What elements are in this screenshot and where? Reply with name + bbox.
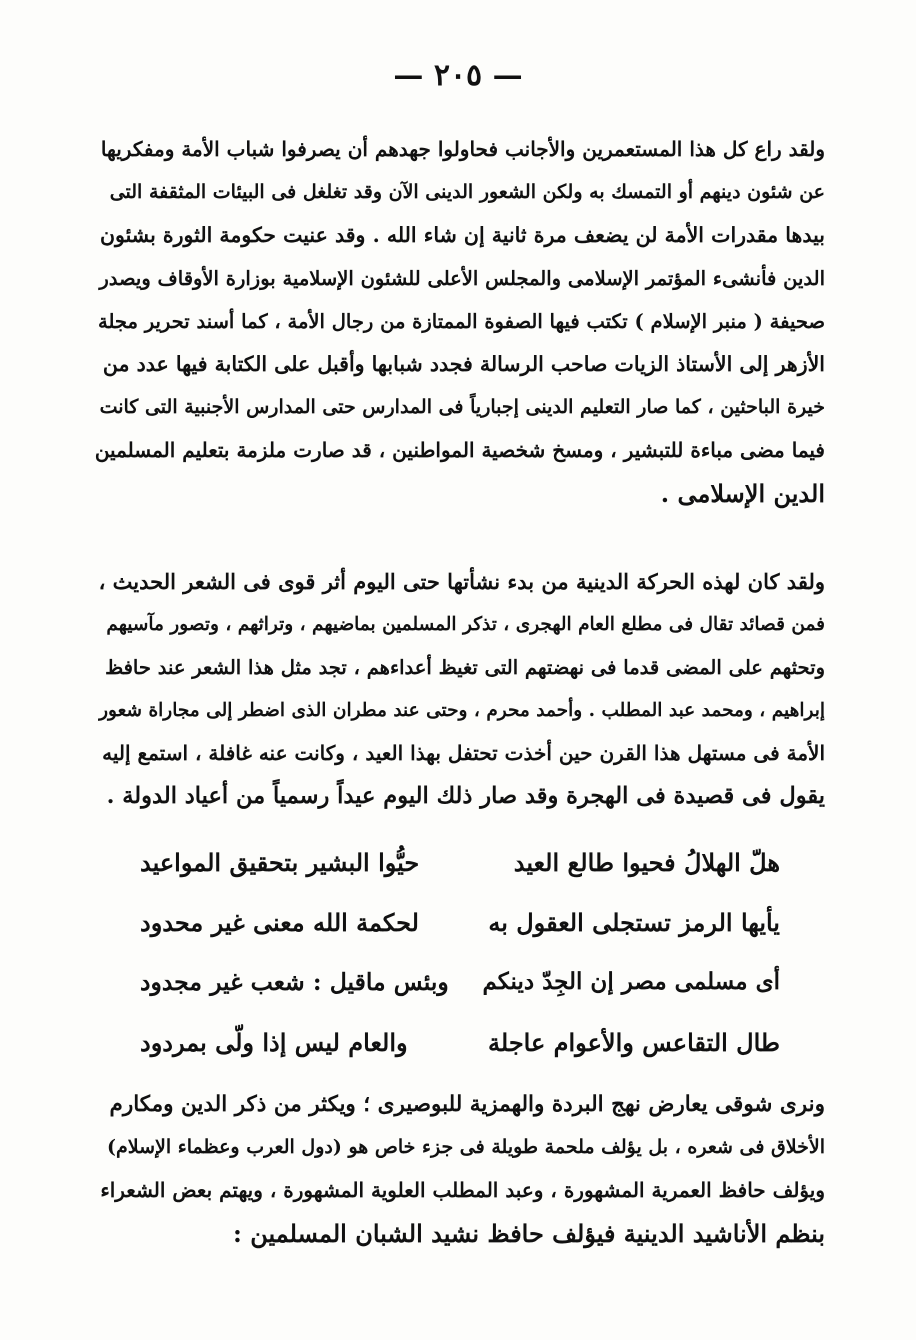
verse-second-hemistich: والعام ليس إذا ولّى بمردود bbox=[140, 1028, 408, 1057]
verse-first-hemistich: طال التقاعس والأعوام عاجلة bbox=[488, 1028, 780, 1057]
verse-second-hemistich: وبئس ماقيل : شعب غير مجدود bbox=[140, 968, 449, 996]
text-line: ونرى شوقى يعارض نهج البردة والهمزية للبوصيرى ؛ ويكثر من ذكر الدين ومكارم bbox=[109, 1092, 825, 1117]
text-line: الأخلاق فى شعره ، بل يؤلف ملحمة طويلة فى جزء خاص هو (دول العرب وعظماء الإسلام) bbox=[107, 1136, 825, 1158]
text-line: وتحثهم على المضى قدما فى نهضتهم التى تغيظ أعداءهم ، تجد مثل هذا الشعر عند حافظ bbox=[105, 656, 825, 679]
text-line: بنظم الأناشيد الدينية فيؤلف حافظ نشيد الشبان المسلمين : bbox=[233, 1219, 825, 1248]
poem-verse bbox=[140, 1028, 780, 1088]
text-line: بيدها مقدرات الأمة لن يضعف مرة ثانية إن شاء الله . وقد عنيت حكومة الثورة بشئون bbox=[99, 223, 825, 247]
text-line: ولقد كان لهذه الحركة الدينية من بدء نشأتها حتى اليوم أثر قوى فى الشعر الحديث ، bbox=[98, 569, 825, 594]
text-line: عن شئون دينهم أو التمسك به ولكن الشعور الدينى الآن وقد تغلغل فى البيئات المثقفة التى bbox=[109, 181, 825, 203]
text-line: إبراهيم ، ومحمد عبد المطلب . وأحمد محرم ، وحتى عند مطران الذى اضطر إلى مجاراة شعور bbox=[99, 700, 825, 721]
paragraph-3 bbox=[95, 1083, 825, 1255]
poem bbox=[140, 848, 780, 1088]
page-number: — ٢٠٥ — bbox=[393, 58, 523, 93]
poem-verse bbox=[140, 908, 780, 968]
text-line: الدين فأنشىء المؤتمر الإسلامى والمجلس الأعلى للشئون الإسلامية بوزارة الأوقاف ويصدر bbox=[99, 267, 825, 290]
text-line: فمن قصائد تقال فى مطلع العام الهجرى ، تذكر المسلمين بماضيهم ، وتراثهم ، وتصور مآسيهم bbox=[106, 614, 825, 635]
text-line: الدين الإسلامى . bbox=[660, 479, 825, 508]
text-line: صحيفة ( منبر الإسلام ) تكتب فيها الصفوة الممتازة من رجال الأمة ، كما أسند تحرير مجلة bbox=[97, 310, 825, 333]
text-line: خيرة الباحثين ، كما صار التعليم الدينى إجبارياً فى المدارس حتى المدارس الأجنبية التى كانت bbox=[99, 396, 825, 418]
verse-second-hemistich: لحكمة الله معنى غير محدود bbox=[140, 908, 419, 937]
verse-second-hemistich: حيُّوا البشير بتحقيق المواعيد bbox=[140, 848, 420, 877]
verse-first-hemistich: أى مسلمى مصر إن الجِدّ دينكم bbox=[482, 968, 780, 995]
text-line: يقول فى قصيدة فى الهجرة وقد صار ذلك اليوم عيداً رسمياً من أعياد الدولة . bbox=[106, 783, 825, 809]
paragraph-2 bbox=[95, 560, 825, 818]
verse-first-hemistich: يأيها الرمز تستجلى العقول به bbox=[488, 908, 780, 937]
poem-verse bbox=[140, 848, 780, 908]
paragraph-1 bbox=[95, 128, 825, 515]
text-line: ولقد راع كل هذا المستعمرين والأجانب فحاولوا جهدهم أن يصرفوا شباب الأمة ومفكريها bbox=[100, 137, 825, 161]
text-line: فيما مضى مباءة للتبشير ، ومسخ شخصية المواطنين ، قد صارت ملزمة بتعليم المسلمين bbox=[95, 438, 825, 462]
verse-first-hemistich: هلّ الهلالُ فحيوا طالع العيد bbox=[513, 848, 780, 877]
text-line: ويؤلف حافظ العمرية المشهورة ، وعبد المطلب العلوية المشهورة ، ويهتم بعض الشعراء bbox=[100, 1178, 825, 1202]
poem-verse bbox=[140, 968, 780, 1028]
text-line: الأمة فى مستهل هذا القرن حين أخذت تحتفل بهذا العيد ، وكانت عنه غافلة ، استمع إليه bbox=[102, 741, 825, 765]
text-line: الأزهر إلى الأستاذ الزيات صاحب الرسالة فجدد شبابها وأقبل على الكتابة فيها عدد من bbox=[102, 352, 825, 376]
